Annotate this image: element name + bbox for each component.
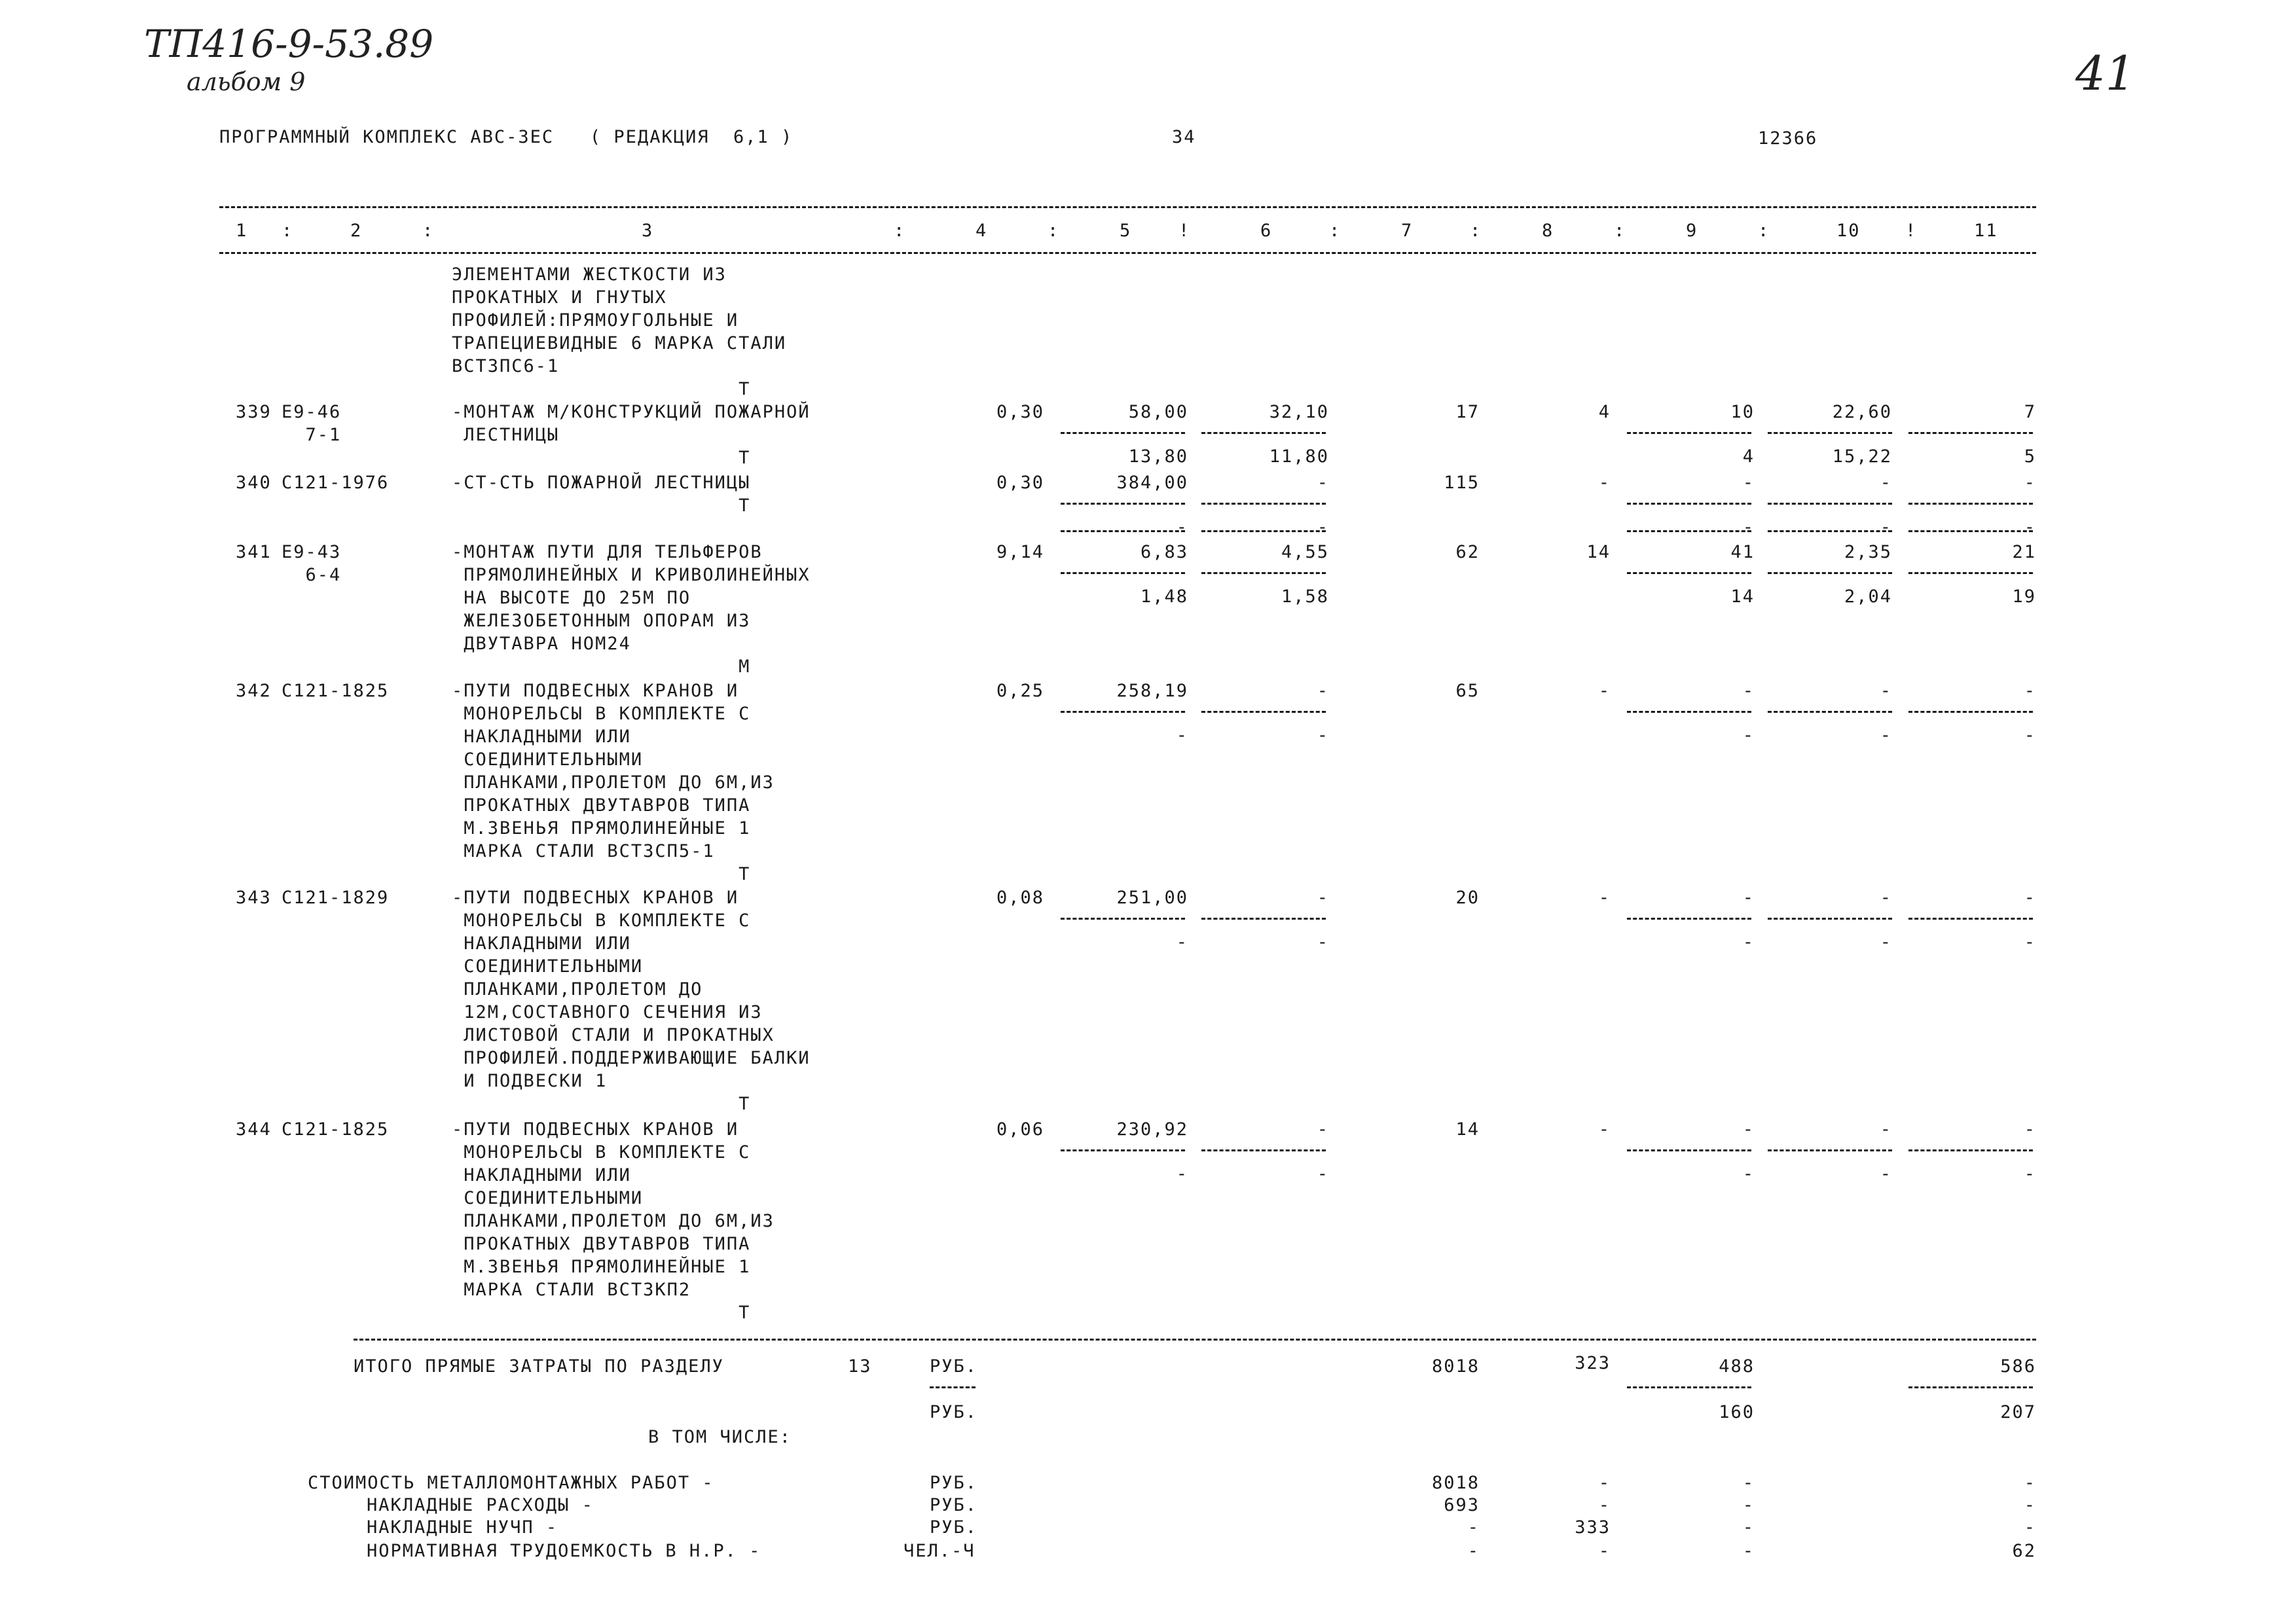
row-col-4: 0,06 bbox=[996, 1119, 1044, 1140]
row-description-line: НАКЛАДНЫМИ ИЛИ bbox=[452, 727, 631, 747]
row-number: 340 bbox=[236, 473, 272, 493]
row-description-line: СОЕДИНИТЕЛЬНЫМИ bbox=[452, 749, 644, 770]
column-header-7: 4 bbox=[976, 221, 988, 241]
column-header-12: : bbox=[1329, 221, 1341, 241]
summary-col-11: 62 bbox=[2012, 1541, 2036, 1561]
totals-including: В ТОМ ЧИСЛЕ: bbox=[648, 1427, 792, 1447]
row-sep-9 bbox=[1627, 432, 1751, 434]
row-col-10-second: - bbox=[1880, 517, 1892, 537]
row-col-9-second: 14 bbox=[1730, 586, 1755, 607]
row-description-line: ПЛАНКАМИ,ПРОЛЕТОМ ДО bbox=[452, 979, 703, 1000]
row-sep-11 bbox=[1908, 918, 2033, 920]
row-sep-6 bbox=[1201, 1149, 1326, 1151]
row-description-line: Т bbox=[452, 864, 751, 884]
row-code: Е9-43 bbox=[282, 542, 342, 562]
summary-col-7: - bbox=[1467, 1541, 1480, 1561]
row-col-6: 32,10 bbox=[1269, 402, 1329, 422]
document-number: 12366 bbox=[1758, 128, 1818, 149]
summary-col-9: - bbox=[1742, 1473, 1755, 1493]
summary-col-7: 693 bbox=[1444, 1495, 1480, 1515]
row-description-line: НАКЛАДНЫМИ ИЛИ bbox=[452, 933, 631, 954]
row-col-4: 0,25 bbox=[996, 681, 1044, 701]
row-sep-10b bbox=[1768, 530, 1892, 532]
row-code: С121-1825 bbox=[282, 1119, 390, 1140]
row-col-7: 65 bbox=[1455, 681, 1480, 701]
row-col-11-second: 5 bbox=[2024, 446, 2036, 467]
row-description-line: -ПУТИ ПОДВЕСНЫХ КРАНОВ И bbox=[452, 1119, 739, 1140]
totals-col-11: 586 bbox=[2000, 1356, 2036, 1377]
row-description-line: НАКЛАДНЫМИ ИЛИ bbox=[452, 1165, 631, 1185]
totals-col-11-second: 207 bbox=[2000, 1402, 2036, 1422]
row-col-10-second: - bbox=[1880, 932, 1892, 952]
totals-sep-9 bbox=[1627, 1386, 1751, 1388]
summary-col-9: - bbox=[1742, 1541, 1755, 1561]
summary-unit: ЧЕЛ.-Ч bbox=[903, 1541, 976, 1561]
row-description-line: МАРКА СТАЛИ ВСТ3СП5-1 bbox=[452, 841, 715, 861]
row-col-9: - bbox=[1742, 1119, 1755, 1140]
row-description-line: ПРОКАТНЫХ ДВУТАВРОВ ТИПА bbox=[452, 795, 751, 816]
row-col-5-second: - bbox=[1176, 517, 1188, 537]
column-header-13: 7 bbox=[1401, 221, 1414, 241]
handwritten-album: альбом 9 bbox=[187, 67, 306, 96]
row-sep-10 bbox=[1768, 918, 1892, 920]
column-header-18: : bbox=[1758, 221, 1770, 241]
row-col-9-second: - bbox=[1742, 1164, 1755, 1184]
row-description-line: ПРОКАТНЫХ ДВУТАВРОВ ТИПА bbox=[452, 1234, 751, 1254]
column-header-4: : bbox=[422, 221, 435, 241]
row-col-7: 20 bbox=[1455, 888, 1480, 908]
row-col-4: 0,08 bbox=[996, 888, 1044, 908]
row-col-8: - bbox=[1598, 888, 1611, 908]
summary-col-11: - bbox=[2024, 1495, 2036, 1515]
row-col-7: 14 bbox=[1455, 1119, 1480, 1140]
program-header: ПРОГРАММНЫЙ КОМПЛЕКС АВС-3ЕС ( РЕДАКЦИЯ 6,1 ) bbox=[219, 127, 794, 147]
row-col-11: - bbox=[2024, 888, 2036, 908]
row-sep-10 bbox=[1768, 1149, 1892, 1151]
summary-unit: РУБ. bbox=[930, 1495, 978, 1515]
row-col-4: 0,30 bbox=[996, 402, 1044, 422]
row-col-11-second: 19 bbox=[2012, 586, 2036, 607]
row-col-10-second: - bbox=[1880, 725, 1892, 746]
intro-line: ПРОФИЛЕЙ:ПРЯМОУГОЛЬНЫЕ И bbox=[452, 310, 739, 331]
row-description-line: М bbox=[452, 657, 751, 677]
row-code: С121-1829 bbox=[282, 888, 390, 908]
row-description-line: Т bbox=[452, 496, 751, 516]
row-col-10: - bbox=[1880, 1119, 1892, 1140]
summary-col-7: - bbox=[1467, 1517, 1480, 1538]
row-col-8: - bbox=[1598, 473, 1611, 493]
row-sep-11 bbox=[1908, 1149, 2033, 1151]
sheet-number: 34 bbox=[1172, 127, 1196, 147]
row-sep-5b bbox=[1061, 530, 1185, 532]
row-sep-10 bbox=[1768, 503, 1892, 505]
row-col-5-second: - bbox=[1176, 725, 1188, 746]
row-col-6-second: - bbox=[1317, 517, 1329, 537]
row-description-line: СОЕДИНИТЕЛЬНЫМИ bbox=[452, 956, 644, 977]
row-col-9-second: - bbox=[1742, 932, 1755, 952]
column-header-20: ! bbox=[1905, 221, 1918, 241]
table-top-rule bbox=[219, 206, 2036, 208]
row-number: 341 bbox=[236, 542, 272, 562]
row-description-line: -МОНТАЖ ПУТИ ДЛЯ ТЕЛЬФЕРОВ bbox=[452, 542, 763, 562]
row-col-11: - bbox=[2024, 1119, 2036, 1140]
row-description-line: ЖЕЛЕЗОБЕТОННЫМ ОПОРАМ ИЗ bbox=[452, 611, 751, 631]
column-header-16: : bbox=[1614, 221, 1626, 241]
row-code: 7-1 bbox=[282, 425, 342, 445]
row-number: 344 bbox=[236, 1119, 272, 1140]
row-sep-6b bbox=[1201, 530, 1326, 532]
row-col-10: - bbox=[1880, 473, 1892, 493]
row-col-11-second: - bbox=[2024, 517, 2036, 537]
row-description-line: ПРОФИЛЕЙ.ПОДДЕРЖИВАЮЩИЕ БАЛКИ bbox=[452, 1048, 811, 1068]
row-col-7: 115 bbox=[1444, 473, 1480, 493]
row-code: С121-1976 bbox=[282, 473, 390, 493]
row-description-line: ЛЕСТНИЦЫ bbox=[452, 425, 560, 445]
row-sep-11 bbox=[1908, 503, 2033, 505]
row-col-9: - bbox=[1742, 473, 1755, 493]
row-description-line: -ПУТИ ПОДВЕСНЫХ КРАНОВ И bbox=[452, 888, 739, 908]
column-header-1: 1 bbox=[236, 221, 248, 241]
row-description-line: ПЛАНКАМИ,ПРОЛЕТОМ ДО 6М,ИЗ bbox=[452, 1211, 775, 1231]
row-sep-5 bbox=[1061, 432, 1185, 434]
row-sep-9b bbox=[1627, 530, 1751, 532]
row-sep-9 bbox=[1627, 711, 1751, 713]
row-sep-5 bbox=[1061, 1149, 1185, 1151]
row-description-line: ЛИСТОВОЙ СТАЛИ И ПРОКАТНЫХ bbox=[452, 1025, 775, 1045]
row-col-5: 258,19 bbox=[1116, 681, 1188, 701]
row-col-10-second: 15,22 bbox=[1832, 446, 1892, 467]
row-col-5-second: - bbox=[1176, 1164, 1188, 1184]
row-sep-10 bbox=[1768, 572, 1892, 574]
row-col-9-second: 4 bbox=[1742, 446, 1755, 467]
row-col-5-second: 1,48 bbox=[1140, 586, 1188, 607]
handwritten-code: ТП416-9-53.89 bbox=[144, 22, 434, 66]
row-sep-6 bbox=[1201, 503, 1326, 505]
row-col-5: 6,83 bbox=[1140, 542, 1188, 562]
row-sep-5 bbox=[1061, 503, 1185, 505]
column-header-21: 11 bbox=[1974, 221, 1998, 241]
row-description-line: Т bbox=[452, 1303, 751, 1323]
row-description-line: М.ЗВЕНЬЯ ПРЯМОЛИНЕЙНЫЕ 1 bbox=[452, 818, 751, 839]
row-sep-5 bbox=[1061, 572, 1185, 574]
row-col-11: 7 bbox=[2024, 402, 2036, 422]
row-col-11-second: - bbox=[2024, 725, 2036, 746]
intro-line: ПРОКАТНЫХ И ГНУТЫХ bbox=[452, 287, 667, 308]
row-description-line: МАРКА СТАЛИ ВСТ3КП2 bbox=[452, 1280, 691, 1300]
row-col-9: 10 bbox=[1730, 402, 1755, 422]
row-description-line: СОЕДИНИТЕЛЬНЫМИ bbox=[452, 1188, 644, 1208]
row-col-11-second: - bbox=[2024, 1164, 2036, 1184]
summary-label: СТОИМОСТЬ МЕТАЛЛОМОНТАЖНЫХ РАБОТ - bbox=[308, 1473, 714, 1493]
summary-col-8: - bbox=[1598, 1473, 1611, 1493]
summary-unit: РУБ. bbox=[930, 1517, 978, 1538]
totals-col-7: 8018 bbox=[1431, 1356, 1480, 1377]
column-header-15: 8 bbox=[1542, 221, 1554, 241]
row-description-line: -СТ-СТЬ ПОЖАРНОЙ ЛЕСТНИЦЫ bbox=[452, 473, 751, 493]
row-description-line: МОНОРЕЛЬСЫ В КОМПЛЕКТЕ С bbox=[452, 704, 751, 724]
column-header-2: : bbox=[282, 221, 294, 241]
summary-col-9: - bbox=[1742, 1495, 1755, 1515]
totals-section: 13 bbox=[848, 1356, 872, 1377]
row-sep-10 bbox=[1768, 432, 1892, 434]
row-sep-5 bbox=[1061, 711, 1185, 713]
summary-col-7: 8018 bbox=[1431, 1473, 1480, 1493]
summary-label: НАКЛАДНЫЕ РАСХОДЫ - bbox=[367, 1495, 594, 1515]
row-col-5: 230,92 bbox=[1116, 1119, 1188, 1140]
row-col-8: 14 bbox=[1586, 542, 1611, 562]
row-col-6: - bbox=[1317, 681, 1329, 701]
row-col-5: 384,00 bbox=[1116, 473, 1188, 493]
summary-col-8: - bbox=[1598, 1495, 1611, 1515]
row-description-line: -МОНТАЖ М/КОНСТРУКЦИЙ ПОЖАРНОЙ bbox=[452, 402, 811, 422]
row-description-line: НА ВЫСОТЕ ДО 25М ПО bbox=[452, 588, 691, 608]
row-col-9: - bbox=[1742, 681, 1755, 701]
row-col-9: 41 bbox=[1730, 542, 1755, 562]
row-col-6-second: - bbox=[1317, 1164, 1329, 1184]
row-sep-6 bbox=[1201, 432, 1326, 434]
row-col-5-second: - bbox=[1176, 932, 1188, 952]
row-number: 342 bbox=[236, 681, 272, 701]
row-sep-9 bbox=[1627, 572, 1751, 574]
row-description-line: -ПУТИ ПОДВЕСНЫХ КРАНОВ И bbox=[452, 681, 739, 701]
intro-line: ТРАПЕЦИЕВИДНЫЕ 6 МАРКА СТАЛИ bbox=[452, 333, 787, 353]
row-col-11: - bbox=[2024, 681, 2036, 701]
row-col-10: - bbox=[1880, 888, 1892, 908]
row-sep-6 bbox=[1201, 711, 1326, 713]
row-col-9-second: - bbox=[1742, 725, 1755, 746]
totals-col-8: 323 bbox=[1575, 1353, 1611, 1373]
row-description-line: Т bbox=[452, 1094, 751, 1114]
row-col-7: 62 bbox=[1455, 542, 1480, 562]
row-col-6-second: 11,80 bbox=[1269, 446, 1329, 467]
row-col-9: - bbox=[1742, 888, 1755, 908]
row-number: 339 bbox=[236, 402, 272, 422]
totals-unit-2: РУБ. bbox=[930, 1402, 978, 1422]
row-col-10: 2,35 bbox=[1844, 542, 1892, 562]
row-col-6: 4,55 bbox=[1281, 542, 1329, 562]
totals-sep-unit bbox=[930, 1386, 976, 1388]
intro-line: Т bbox=[452, 379, 751, 399]
row-col-6-second: 1,58 bbox=[1281, 586, 1329, 607]
row-sep-9 bbox=[1627, 1149, 1751, 1151]
row-col-6-second: - bbox=[1317, 725, 1329, 746]
intro-line: ВСТ3ПС6-1 bbox=[452, 356, 560, 376]
row-col-6-second: - bbox=[1317, 932, 1329, 952]
row-description-line: И ПОДВЕСКИ 1 bbox=[452, 1071, 608, 1091]
row-col-8: - bbox=[1598, 1119, 1611, 1140]
row-description-line: МОНОРЕЛЬСЫ В КОМПЛЕКТЕ С bbox=[452, 1142, 751, 1163]
intro-line: ЭЛЕМЕНТАМИ ЖЕСТКОСТИ ИЗ bbox=[452, 264, 727, 285]
column-header-19: 10 bbox=[1836, 221, 1861, 241]
summary-col-9: - bbox=[1742, 1517, 1755, 1538]
row-sep-9 bbox=[1627, 503, 1751, 505]
row-col-5: 58,00 bbox=[1128, 402, 1188, 422]
row-description-line: ПЛАНКАМИ,ПРОЛЕТОМ ДО 6М,ИЗ bbox=[452, 772, 775, 793]
row-number: 343 bbox=[236, 888, 272, 908]
row-description-line: ПРЯМОЛИНЕЙНЫХ И КРИВОЛИНЕЙНЫХ bbox=[452, 565, 811, 585]
column-header-6: : bbox=[894, 221, 906, 241]
row-sep-9 bbox=[1627, 918, 1751, 920]
totals-label: ИТОГО ПРЯМЫЕ ЗАТРАТЫ ПО РАЗДЕЛУ bbox=[354, 1356, 724, 1377]
row-col-10: 22,60 bbox=[1832, 402, 1892, 422]
summary-col-11: - bbox=[2024, 1517, 2036, 1538]
column-header-11: 6 bbox=[1260, 221, 1273, 241]
row-description-line: М.ЗВЕНЬЯ ПРЯМОЛИНЕЙНЫЕ 1 bbox=[452, 1257, 751, 1277]
row-sep-11 bbox=[1908, 432, 2033, 434]
totals-col-9-second: 160 bbox=[1719, 1402, 1755, 1422]
totals-unit: РУБ. bbox=[930, 1356, 978, 1377]
summary-col-8: 333 bbox=[1575, 1517, 1611, 1538]
row-col-8: - bbox=[1598, 681, 1611, 701]
row-col-8: 4 bbox=[1598, 402, 1611, 422]
row-description-line: МОНОРЕЛЬСЫ В КОМПЛЕКТЕ С bbox=[452, 911, 751, 931]
column-header-17: 9 bbox=[1686, 221, 1698, 241]
row-col-11: 21 bbox=[2012, 542, 2036, 562]
row-col-10-second: 2,04 bbox=[1844, 586, 1892, 607]
row-sep-11 bbox=[1908, 572, 2033, 574]
summary-col-8: - bbox=[1598, 1541, 1611, 1561]
row-col-7: 17 bbox=[1455, 402, 1480, 422]
row-col-10-second: - bbox=[1880, 1164, 1892, 1184]
row-col-6: - bbox=[1317, 888, 1329, 908]
row-sep-5 bbox=[1061, 918, 1185, 920]
totals-rule bbox=[354, 1339, 2036, 1341]
row-col-11: - bbox=[2024, 473, 2036, 493]
row-code: Е9-46 bbox=[282, 402, 342, 422]
row-col-11-second: - bbox=[2024, 932, 2036, 952]
handwritten-page-number: 41 bbox=[2075, 46, 2136, 101]
row-col-6: - bbox=[1317, 1119, 1329, 1140]
row-sep-11b bbox=[1908, 530, 2033, 532]
row-col-5-second: 13,80 bbox=[1128, 446, 1188, 467]
summary-label: НОРМАТИВНАЯ ТРУДОЕМКОСТЬ В Н.Р. - bbox=[367, 1541, 761, 1561]
row-col-6: - bbox=[1317, 473, 1329, 493]
summary-unit: РУБ. bbox=[930, 1473, 978, 1493]
column-header-5: 3 bbox=[642, 221, 654, 241]
row-description-line: Т bbox=[452, 448, 751, 468]
totals-sep-11 bbox=[1908, 1386, 2033, 1388]
row-col-4: 0,30 bbox=[996, 473, 1044, 493]
column-header-8: : bbox=[1048, 221, 1060, 241]
summary-label: НАКЛАДНЫЕ НУЧП - bbox=[367, 1517, 558, 1538]
row-col-9-second: - bbox=[1742, 517, 1755, 537]
column-header-14: : bbox=[1470, 221, 1482, 241]
totals-col-9: 488 bbox=[1719, 1356, 1755, 1377]
row-sep-11 bbox=[1908, 711, 2033, 713]
table-header-rule bbox=[219, 252, 2036, 254]
summary-col-11: - bbox=[2024, 1473, 2036, 1493]
column-header-3: 2 bbox=[350, 221, 363, 241]
row-description-line: ДВУТАВРА НОМ24 bbox=[452, 634, 631, 654]
row-description-line: 12М,СОСТАВНОГО СЕЧЕНИЯ ИЗ bbox=[452, 1002, 763, 1022]
row-code: 6-4 bbox=[282, 565, 342, 585]
row-col-5: 251,00 bbox=[1116, 888, 1188, 908]
column-header-9: 5 bbox=[1120, 221, 1132, 241]
row-sep-6 bbox=[1201, 918, 1326, 920]
column-header-10: ! bbox=[1178, 221, 1191, 241]
row-col-10: - bbox=[1880, 681, 1892, 701]
row-code: С121-1825 bbox=[282, 681, 390, 701]
row-sep-6 bbox=[1201, 572, 1326, 574]
row-sep-10 bbox=[1768, 711, 1892, 713]
row-col-4: 9,14 bbox=[996, 542, 1044, 562]
